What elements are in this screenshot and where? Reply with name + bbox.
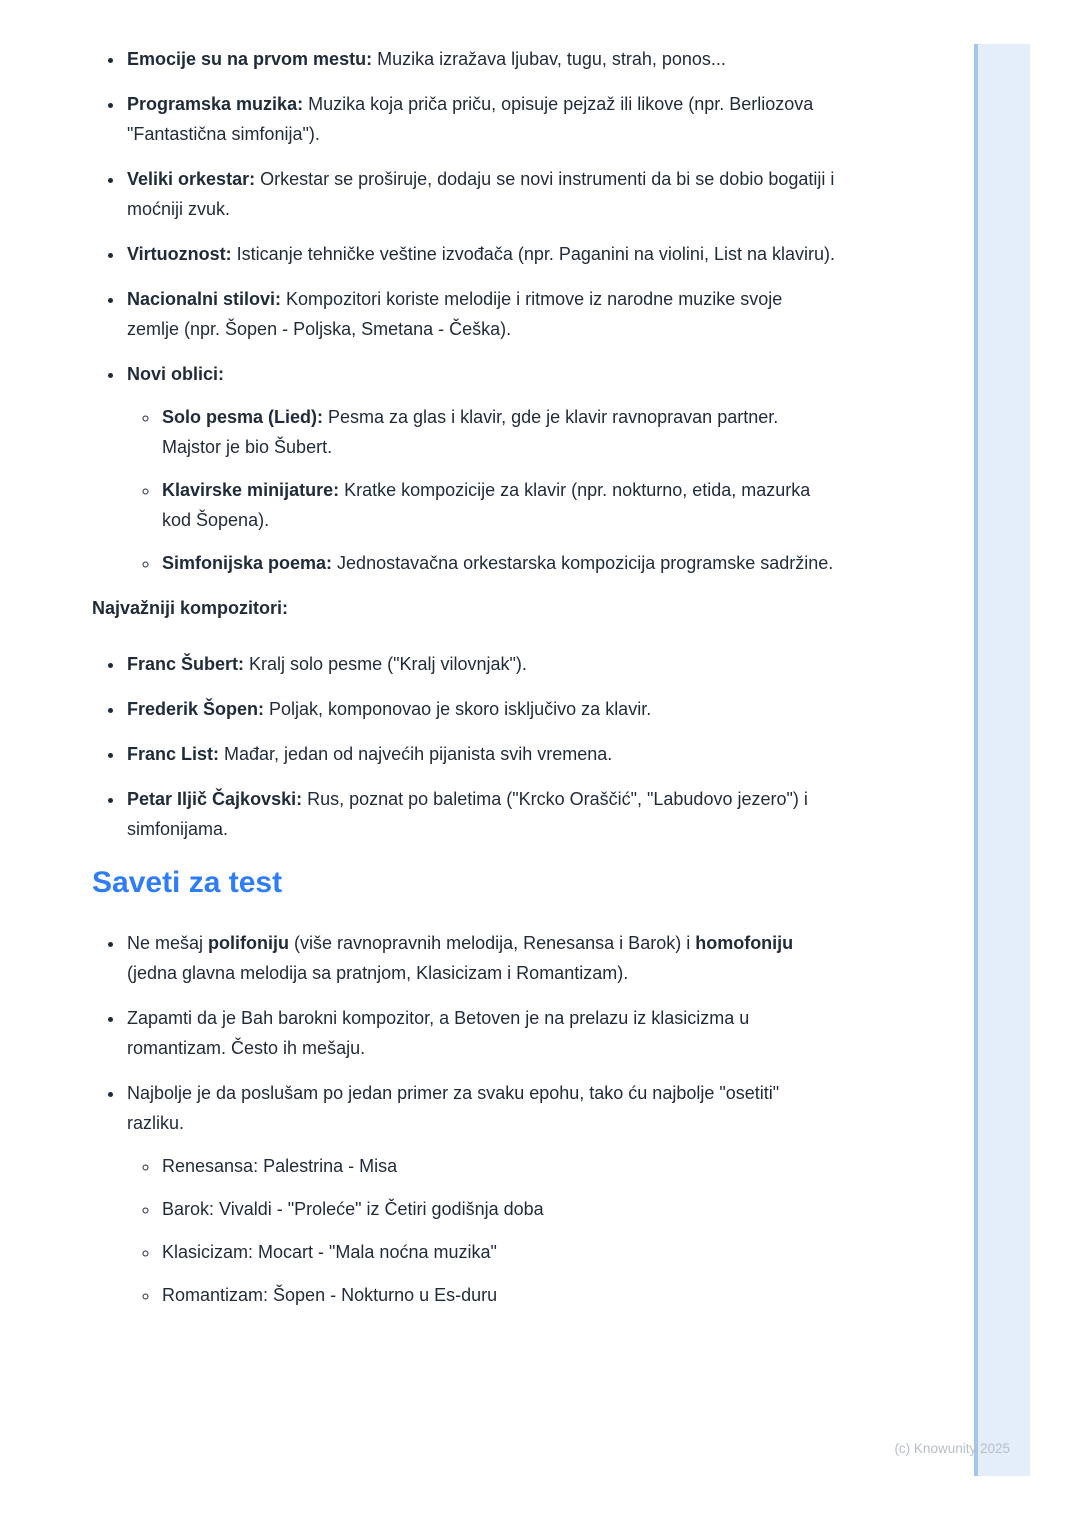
composers-heading: Najvažniji kompozitori:: [92, 598, 289, 618]
list-item: [125, 1078, 837, 1310]
list-item: [125, 284, 837, 344]
epoch-examples-list: [127, 1151, 837, 1310]
composers-list: [92, 649, 837, 844]
new-forms-sublist: [127, 402, 837, 578]
item-lead: Frederik Šopen:: [127, 699, 265, 719]
list-item: [125, 359, 837, 578]
item-lead: Emocije su na prvom mestu:: [127, 49, 373, 69]
item-lead: Programska muzika:: [127, 94, 304, 114]
item-lead: Virtuoznost:: [127, 244, 232, 264]
item-text: Pesma za glas i klavir, gde je klavir ravnopravan partner. Majstor je bio Šubert.: [162, 407, 779, 457]
item-text: Muzika izražava ljubav, tugu, strah, ponos...: [372, 49, 726, 69]
item-lead: Solo pesma (Lied):: [162, 407, 324, 427]
item-text: Kompozitori koriste melodije i ritmove iz narodne muzike svoje zemlje (npr. Šopen - Poljska, Smetana - Češka).: [127, 289, 783, 339]
item-lead: Simfonijska poema:: [162, 553, 333, 573]
romanticism-features-list: [92, 44, 837, 578]
list-item: [125, 44, 837, 74]
list-item: [125, 694, 837, 724]
item-text: Orkestar se proširuje, dodaju se novi instrumenti da bi se dobio bogatiji i moćniji zvuk.: [127, 169, 835, 219]
item-text: Muzika koja priča priču, opisuje pejzaž ili likove (npr. Berliozova "Fantastična simfonija").: [127, 94, 814, 144]
list-item: [125, 649, 837, 679]
item-text: Kratke kompozicije za klavir (npr. nokturno, etida, mazurka kod Šopena).: [162, 480, 811, 530]
item-bold-term: polifoniju: [208, 933, 290, 953]
item-text: Najbolje je da poslušam po jedan primer za svaku epohu, tako ću najbolje "osetiti" razliku.: [127, 1083, 780, 1133]
item-text: Rus, poznat po baletima ("Krcko Oraščić", "Labudovo jezero") i simfonijama.: [127, 789, 808, 839]
item-lead: Franc List:: [127, 744, 220, 764]
sublist-item: [160, 402, 837, 462]
note-content: [92, 44, 837, 1325]
item-lead: Petar Iljič Čajkovski:: [127, 789, 303, 809]
list-item: [125, 784, 837, 844]
item-lead: Franc Šubert:: [127, 654, 245, 674]
item-lead: Novi oblici:: [127, 364, 225, 384]
footer-credit: (c) Knowunity 2025: [894, 1441, 1010, 1456]
sublist-item: ◦ Barok: Vivaldi - "Proleće" iz Četiri godišnja doba: [160, 1194, 837, 1224]
sublist-item: ◦ Klasicizam: Mocart - "Mala noćna muzika": [160, 1237, 837, 1267]
list-item: [125, 164, 837, 224]
item-text: Jednostavačna orkestarska kompozicija programske sadržine.: [332, 553, 834, 573]
item-lead: Klavirske minijature:: [162, 480, 340, 500]
list-item: [125, 89, 837, 149]
list-item: [125, 928, 837, 988]
tips-list: [92, 928, 837, 1310]
item-lead: Nacionalni stilovi:: [127, 289, 282, 309]
item-lead: Veliki orkestar:: [127, 169, 256, 189]
item-text: Isticanje tehničke veštine izvođača (npr. Paganini na violini, List na klaviru).: [231, 244, 835, 264]
list-item: [125, 239, 837, 269]
sublist-item: [160, 475, 837, 535]
sublist-item: ◦ Romantizam: Šopen - Nokturno u Es-duru: [160, 1280, 837, 1310]
page-edge-band: [978, 44, 1030, 1476]
item-bold-term: homofoniju: [695, 933, 794, 953]
sublist-item: [160, 548, 837, 578]
item-text: Ne mešaj: [127, 933, 209, 953]
item-text: (više ravnopravnih melodija, Renesansa i Barok) i: [289, 933, 696, 953]
item-text: (jedna glavna melodija sa pratnjom, Klasicizam i Romantizam).: [127, 963, 629, 983]
list-item: [125, 739, 837, 769]
item-text: Kralj solo pesme ("Kralj vilovnjak").: [244, 654, 527, 674]
item-text: Mađar, jedan od najvećih pijanista svih vremena.: [219, 744, 613, 764]
item-text: Poljak, komponovao je skoro isključivo za klavir.: [264, 699, 652, 719]
sublist-item: ◦ Renesansa: Palestrina - Misa: [160, 1151, 837, 1181]
page-edge-line: [974, 44, 978, 1476]
list-item: • Zapamti da je Bah barokni kompozitor, a Betoven je na prelazu iz klasicizma u romantizam. Često ih mešaju.: [125, 1003, 837, 1063]
tips-section-heading: Saveti za test: [92, 866, 283, 899]
